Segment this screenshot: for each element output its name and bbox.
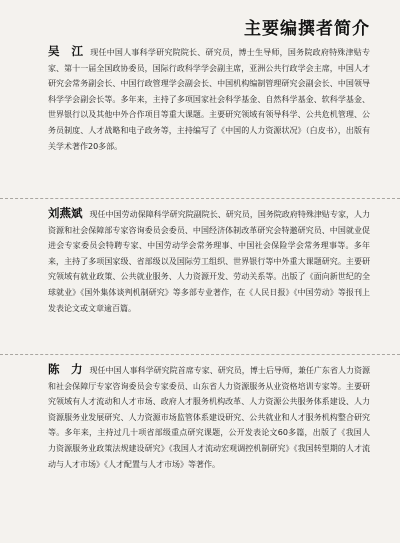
bio-name: 吴 江	[48, 44, 84, 58]
bio-text: 现任中国劳动保障科学研究院副院长、研究员，国务院政府特殊津贴专家，人力资源和社会保障部专家咨询委员会委员、中国经济体制改革研究会特邀研究员、中国就业促进会专家委员会特聘专家、中国劳动学会常务理事、中国社会保险学会常务理事等。多年来，主持了多项国家级、省部级以及国际劳工组织、世界银行等中外重大课题研究。主要研究领域有就业政策、公共就业服务、人力资源开发、劳动关系等。出版了《面向新世纪的全球就业》《国外集体谈判机制研究》等多部专业著作，在《人民日报》《中国劳动》等报刊上发表论文或文章逾百篇。	[48, 210, 371, 313]
bio-wu-jiang	[48, 44, 370, 154]
bio-liu-yanbin	[48, 206, 370, 316]
section-divider	[0, 354, 400, 355]
bio-chen-li	[48, 362, 370, 472]
bio-text: 现任中国人事科学研究院院长、研究员，博士生导师，国务院政府特殊津贴专家、第十一届全国政协委员，国际行政科学学会副主席，亚洲公共行政学会主席，中国人才研究会常务副会长、中国行政管理学会副会长、中国机构编制管理研究会副会长、中国领导科学学会副会长等。多年来，主持了多项国家社会科学基金、自然科学基金、软科学基金、世界银行以及其他中外合作项目等重大课题。主要研究领域有领导科学、公共危机管理、公务员制度、人才战略和电子政务等，主持编写了《中国的人力资源状况》（白皮书），出版有关学术著作20多部。	[48, 48, 371, 151]
bio-name: 刘燕斌	[48, 206, 83, 220]
bio-name: 陈 力	[48, 362, 83, 376]
bio-text: 现任中国人事科学研究院首席专家、研究员，博士后导师，兼任广东省人力资源和社会保障厅专家咨询委员会专家委员、山东省人力资源服务从业资格培训专家等。主要研究领域有人才流动和人才市场、政府人才服务机构改革、人力资源公共服务体系建设、人力资源服务业发展研究、人力资源市场监管体系建设研究、公共就业和人才服务机构整合研究等。多年来，主持过几十项省部级重点研究课题，公开发表论文60多篇，出版了《我国人力资源服务业政策法规建设研究》《我国人才流动宏观调控机制研究》《我国转型期的人才流动与人才市场》《人才配置与人才市场》等著作。	[48, 366, 371, 469]
page-title: 主要编撰者简介	[244, 19, 370, 39]
section-divider	[0, 198, 400, 199]
